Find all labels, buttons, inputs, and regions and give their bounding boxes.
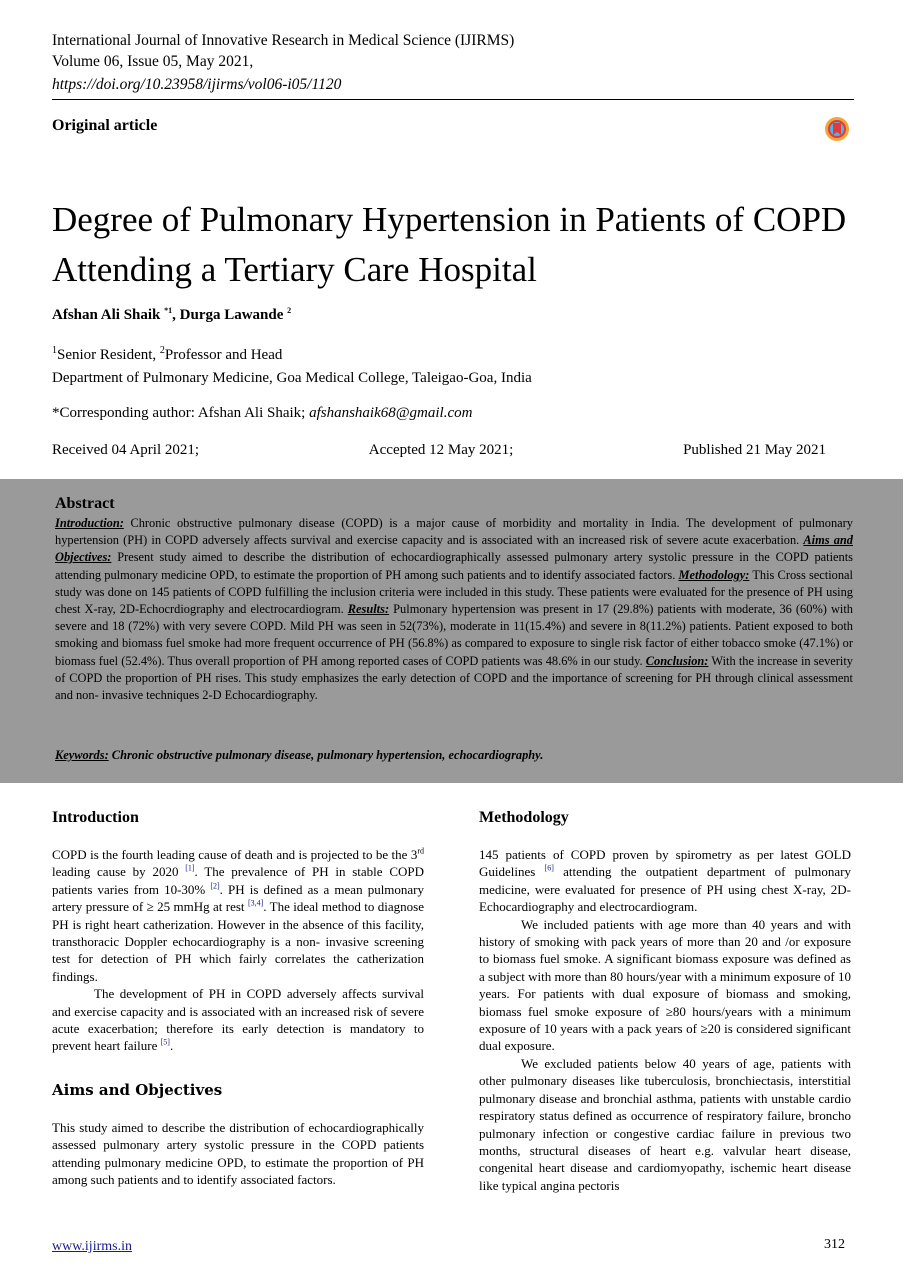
corresponding-label: *Corresponding author: Afshan Ali Shaik; — [52, 405, 310, 421]
article-type: Original article — [52, 117, 158, 134]
text-run: leading cause by 2020 — [52, 864, 186, 880]
paragraph — [479, 846, 851, 916]
text-run: attending the outpatient department of pulmonary medicine, were evaluated for presence of PH using chest X-ray, 2D-Echocardiography and electrocardiogram. — [479, 864, 852, 915]
citation[interactable]: [2] — [210, 881, 220, 891]
abstract-heading: Abstract — [55, 495, 115, 512]
affil-mark: 2 — [159, 345, 165, 356]
abstract-segment: This Cross sectional study was done on 145 patients of COPD fulfilling the inclusion criteria were included in this study. These patients were evaluated for the presence of PH using chest X-ray, 2D-Echocrdiography and electrocardiogram. — [55, 567, 853, 617]
abstract-segment: Pulmonary hypertension was present in 17 (29.8%) patients with moderate, 36 (60%) with severe and 18 (72%) with very severe COPD. Mild PH was seen in 52(73%), moderate in 11(15.4%) and severe in 8(11.2%) patients. Patient exposed to both smoking and biomass fuel smoke had more frequent occurrence of PH (56.8%) as compared to exposure to single risk factor of either tobacco smoke (47.1%) or biomass fuel (52.4%). Thus overall proportion of PH among reported cases of COPD patients was 48.6% in our study. — [55, 602, 853, 668]
author-separator: , — [172, 307, 180, 323]
affil-mark: 1 — [52, 345, 57, 356]
citation[interactable]: [5] — [160, 1038, 170, 1048]
author-affil-mark: 2 — [287, 306, 292, 315]
abstract-label: Introduction: — [55, 516, 124, 530]
published-date: Published 21 May 2021 — [683, 442, 826, 458]
author-affil-mark: *1 — [164, 306, 173, 315]
citation[interactable]: [6] — [544, 864, 554, 874]
paragraph: We excluded patients below 40 years of age, patients with other pulmonary diseases like tuberculosis, bronchiectasis, interstitial pulmonary disease and bronchial asthma, patients with unstable cardio respiratory status defined as occurrence of respiratory failure, broncho pulmonary infection or congestive cardiac failure in previous two months, structural diseases of heart e.g. valvular heart disease, congenital heart disease and cardiomyopathy, ischemic heart disease like typical angina pectoris — [479, 1055, 851, 1193]
affiliation — [52, 344, 532, 390]
text-run: The development of PH in COPD adversely affects survival and exercise capacity and is associated with an increased risk of severe acute exacerbation; therefore its early detection is mandatory to prevent heart failure — [52, 986, 424, 1054]
text-run: 145 patients of COPD proven by spirometry as per latest GOLD Guidelines — [479, 847, 851, 880]
section-heading-methodology: Methodology — [479, 809, 569, 826]
author-name: Durga Lawande — [179, 307, 284, 323]
abstract-label: Conclusion: — [645, 653, 709, 668]
ordinal-suffix: rd — [417, 846, 424, 856]
paragraph — [52, 846, 424, 985]
corresponding-author — [52, 405, 472, 422]
text-run: . PH is defined as a mean pulmonary artery pressure of ≥ 25 mmHg at rest — [52, 881, 425, 915]
keywords-text: Chronic obstructive pulmonary disease, pulmonary hypertension, echocardiography. — [108, 748, 544, 762]
volume-info: Volume 06, Issue 05, May 2021, — [52, 53, 254, 70]
abstract-segment: With the increase in severity of COPD the proportion of PH rises. This study emphasizes the early detection of COPD and the importance of screening for PH through clinical assessment and non- invasive techniques 2-D Echocardiography. — [55, 653, 853, 703]
text-run: . — [169, 1038, 174, 1054]
author-email[interactable]: afshanshaik68@gmail.com — [309, 405, 473, 421]
abstract-text — [55, 515, 853, 704]
affil-role: Professor and Head — [164, 347, 283, 363]
text-run: . The ideal method to diagnose PH is right heart catherization. However in the absence of this facility, transthoracic Doppler echocardiography is a non- invasive screening test for detection of PH which fairly correlates the catherization findings. — [52, 899, 424, 984]
keywords-label: Keywords: — [55, 748, 109, 762]
abstract-label: Methodology: — [678, 567, 750, 582]
text-run: . The prevalence of PH in stable COPD patients varies from 10-30% — [52, 864, 425, 897]
author-list — [52, 307, 291, 324]
text-run: COPD is the fourth leading cause of death and is projected to be the 3 — [52, 847, 418, 862]
received-date: Received 04 April 2021; — [52, 442, 200, 458]
abstract-box — [0, 479, 903, 783]
methodology-text — [479, 846, 851, 1194]
abstract-segment: Present study aimed to describe the distribution of echocardiographically assessed pulmonary artery systolic pressure in the COPD patients attending pulmonary medicine OPD, to estimate the proportion of PH among such patients and to identify associated factors. — [55, 550, 853, 582]
journal-website-link[interactable]: www.ijirms.in — [52, 1239, 132, 1254]
citation[interactable]: [3,4] — [247, 898, 264, 908]
doi-link[interactable]: https://doi.org/10.23958/ijirms/vol06-i05/1120 — [52, 76, 342, 93]
abstract-label: Results: — [347, 602, 390, 617]
abstract-segment: Chronic obstructive pulmonary disease (COPD) is a major cause of morbidity and mortality in India. The development of pulmonary hypertension (PH) in COPD adversely affects survival and exercise capacity and is associated with an increased risk of severe acute exacerbation. — [55, 516, 853, 548]
article-title: Degree of Pulmonary Hypertension in Patients of COPD Attending a Tertiary Care Hospital — [52, 200, 847, 289]
header-divider — [52, 99, 854, 100]
bookmark-badge-icon[interactable] — [824, 116, 850, 142]
affil-role: Senior Resident, — [57, 347, 160, 363]
journal-name: International Journal of Innovative Research in Medical Science (IJIRMS) — [52, 32, 515, 49]
affil-department: Department of Pulmonary Medicine, Goa Medical College, Taleigao-Goa, India — [52, 370, 532, 386]
page-number: 312 — [824, 1237, 845, 1252]
section-heading-aims: Aims and Objectives — [52, 1081, 223, 1099]
paragraph — [52, 985, 424, 1055]
citation[interactable]: [1] — [185, 864, 195, 874]
author-name: Afshan Ali Shaik — [52, 307, 161, 323]
introduction-text — [52, 846, 424, 1055]
aims-text: This study aimed to describe the distribution of echocardiographically assessed pulmonary artery systolic pressure in the COPD patients attending pulmonary medicine OPD, to estimate the proportion of PH among such patients and to identify associated factors. — [52, 1120, 424, 1188]
section-heading-introduction: Introduction — [52, 809, 139, 826]
keywords — [55, 748, 543, 763]
publication-dates — [52, 442, 826, 459]
accepted-date: Accepted 12 May 2021; — [368, 442, 514, 458]
paragraph: We included patients with age more than 40 years and with history of smoking with pack years of more than 20 and /or exposure to biomass fuel smoke. A significant biomass exposure was defined as a subject with more than 80 hours/year with a minimum exposure of 10 years. For patients with dual exposure of biomass and smoking, biomass fuel smoke exposure of ≥80 hours/years with a minimum exposure of 10 years with a pack years of ≥20 is considered significant dual exposure. — [479, 916, 851, 1054]
abstract-label: Aims and Objectives: — [55, 533, 853, 565]
